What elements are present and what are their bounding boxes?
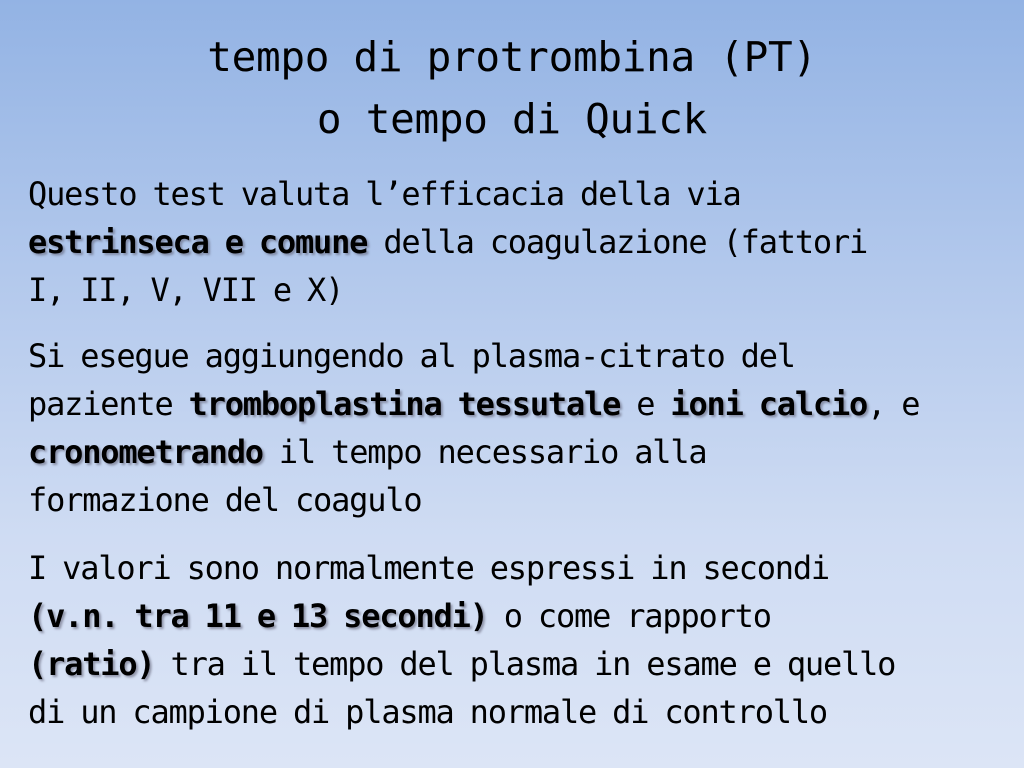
text-segment: e <box>620 385 671 423</box>
paragraph-extrinsic-pathway <box>28 170 998 314</box>
text-line <box>28 592 998 640</box>
paragraph-procedure <box>28 332 998 524</box>
slide-title <box>0 26 1024 150</box>
title-line-1: tempo di protrombina (PT) <box>207 33 817 81</box>
text-line <box>28 476 998 524</box>
text-segment: , e <box>867 385 920 423</box>
text-line <box>28 688 998 736</box>
text-line <box>28 332 998 380</box>
text-line <box>28 380 998 428</box>
emphasis-text: (ratio) <box>28 645 155 683</box>
text-segment: I, II, V, VII e X) <box>28 271 344 309</box>
text-line <box>28 266 998 314</box>
text-segment: o come rapporto <box>487 597 771 635</box>
text-segment: paziente <box>28 385 189 423</box>
emphasis-text: ioni calcio <box>670 385 868 423</box>
emphasis-text: cronometrando <box>28 433 263 471</box>
text-segment: tra il tempo del plasma in esame e quello <box>154 645 896 683</box>
emphasis-text: (v.n. tra 11 e 13 secondi) <box>28 597 488 635</box>
emphasis-text: tromboplastina tessutale <box>188 385 621 423</box>
text-segment: Si esegue aggiungendo al plasma-citrato del <box>28 337 795 375</box>
paragraph-values <box>28 544 998 736</box>
text-line <box>28 544 998 592</box>
text-segment: Questo test valuta l’efficacia della via <box>28 175 741 213</box>
title-line-2: o tempo di Quick <box>316 95 708 143</box>
text-segment: di un campione di plasma normale di controllo <box>28 693 827 731</box>
text-segment: della coagulazione (fattori <box>367 223 868 261</box>
emphasis-text: estrinseca e comune <box>28 223 368 261</box>
text-line <box>28 170 998 218</box>
text-segment: I valori sono normalmente espressi in secondi <box>28 549 829 587</box>
text-line <box>28 218 998 266</box>
text-segment: il tempo necessario alla <box>262 433 707 471</box>
text-line <box>28 428 998 476</box>
text-line <box>28 640 998 688</box>
text-segment: formazione del coagulo <box>28 481 422 519</box>
